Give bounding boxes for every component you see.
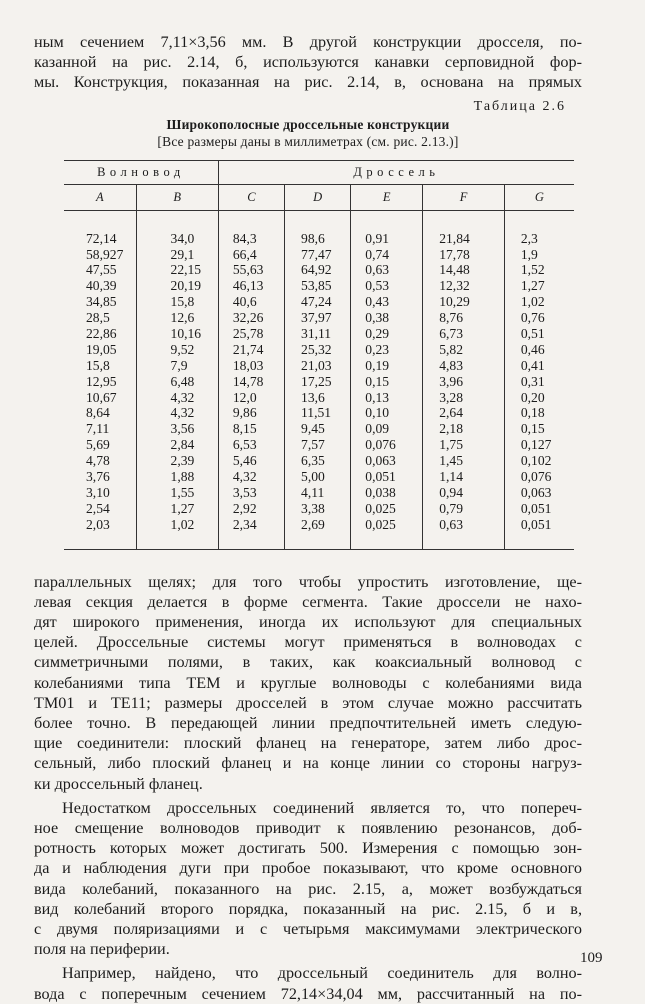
table-cell: 3,38 [301,500,325,516]
page-number: 109 [580,950,603,966]
column-header: F [423,184,505,210]
table-cell: 0,53 [365,278,390,294]
text-line: да и наблюдения дуги при пробое показывают, что кроме основного [34,859,582,878]
table-cell: 46,13 [232,278,264,294]
table-cell: 8,15 [232,421,257,437]
table-cell: 1,88 [170,468,195,484]
table-cell: 12,6 [170,310,195,326]
table-body-row [64,210,574,549]
table-cell: 12,0 [232,389,257,405]
table-cell: 0,076 [365,437,396,453]
table-cell: 58,927 [86,246,124,262]
table-cell: 2,03 [86,516,110,532]
table-cell: 7,11 [86,421,110,437]
text-line: более точно. В передающей линии предпочтительней иметь следую- [34,713,582,732]
table-cell: 17,78 [439,246,470,262]
table-cell: 0,127 [520,437,552,453]
table-cell: 6,35 [301,453,325,469]
table-cell: 28,5 [86,310,110,326]
table-cell: 22,86 [86,325,117,341]
text-line: вода с поперечным сечением 72,14×34,04 мм, рассчитанный на по- [34,984,582,1003]
table-cell: 3,53 [232,484,257,500]
text-line: вид колебаний второго порядка, показанный на рис. 2.15, б и в, [34,899,582,918]
table-cell: 0,10 [365,405,390,421]
table-cell: 15,8 [86,357,110,373]
table-cell: 0,18 [520,405,545,421]
table-cell: 1,14 [439,468,463,484]
table-cell: 11,51 [301,405,332,421]
paragraph-2 [34,572,582,794]
column-cells-b [136,210,218,549]
table-cell: 4,32 [170,389,195,405]
table-cell: 0,23 [365,341,390,357]
table-cell: 0,063 [520,484,552,500]
table-cell: 3,76 [86,468,110,484]
column-cells-g [504,210,574,549]
table-cell: 40,6 [232,294,257,310]
column-header: B [136,184,218,210]
table-cell: 12,95 [86,373,117,389]
table-cell: 84,3 [232,230,257,246]
table-cell: 25,78 [232,325,264,341]
table-cell: 0,20 [520,389,545,405]
group-header-waveguide: Волновод [64,160,218,184]
table-cell: 4,83 [439,357,463,373]
table-cell: 0,41 [520,357,545,373]
table-label: Таблица 2.6 [473,98,566,114]
column-cells-f [423,210,505,549]
column-headers [64,184,574,210]
table-cell: 1,52 [520,262,545,278]
table-cell: 29,1 [170,246,195,262]
column-header: E [351,184,423,210]
table-cell: 2,18 [439,421,463,437]
table-cell: 0,19 [365,357,390,373]
column-header: D [285,184,351,210]
table-cell: 0,076 [520,468,552,484]
table-cell: 8,64 [86,405,110,421]
table-cell: 0,94 [439,484,463,500]
text-line: колебаниями типа TEM и круглые волноводы с колебаниями вида [34,673,582,692]
table-cell: 0,051 [520,516,552,532]
table-cell: 19,05 [86,341,117,357]
table-cell: 47,55 [86,262,117,278]
table-cell: 10,67 [86,389,117,405]
table-cell: 10,29 [439,294,470,310]
text-line: мы. Конструкция, показанная на рис. 2.14, в, основана на прямых [34,73,582,92]
table-cell: 22,15 [170,262,202,278]
table-cell: 0,15 [520,421,545,437]
table-cell: 0,79 [439,500,463,516]
table-cell: 5,82 [439,341,463,357]
table-cell: 1,75 [439,437,463,453]
text-line: ным сечением 7,11×3,56 мм. В другой конструкции дросселя, по- [34,33,582,51]
table-cell: 0,38 [365,310,390,326]
column-cells-d [285,210,351,549]
table-cell: 1,55 [170,484,195,500]
table-cell: 0,31 [520,373,545,389]
table-cell: 2,34 [232,516,257,532]
table-cell: 0,63 [365,262,390,278]
table-cell: 4,78 [86,453,110,469]
table-cell: 55,63 [232,262,264,278]
table-cell: 77,47 [301,246,332,262]
table-cell: 17,25 [301,373,332,389]
column-header: G [504,184,574,210]
table-cell: 4,32 [170,405,195,421]
table-cell: 5,69 [86,437,110,453]
table-cell: 9,86 [232,405,257,421]
table-cell: 7,57 [301,437,325,453]
table-cell: 0,025 [365,516,396,532]
table-cell: 6,48 [170,373,195,389]
table-cell: 6,73 [439,325,463,341]
table-cell: 1,45 [439,453,463,469]
table-cell: 0,051 [365,468,396,484]
table-cell: 0,63 [439,516,463,532]
table-cell: 13,6 [301,389,325,405]
table-cell: 0,102 [520,453,552,469]
table-cell: 21,84 [439,230,470,246]
text-line: вида колебаний, показанного на рис. 2.15, а, может возбуждаться [34,879,582,898]
table-cell: 66,4 [232,246,257,262]
table-cell: 10,16 [170,325,202,341]
text-line: симметричными полями, в таких, как коаксиальный волновод с [34,653,582,672]
text-line: параллельных щелях; для того чтобы упростить изготовление, ще- [34,572,582,591]
table-cell: 20,19 [170,278,202,294]
text-line: Например, найдено, что дроссельный соединитель для волно- [62,964,582,983]
table-cell: 1,02 [520,294,545,310]
table-cell: 40,39 [86,278,117,294]
table-cell: 12,32 [439,278,470,294]
table-cell: 98,6 [301,230,325,246]
table-title: Широкополосные дроссельные конструкции [166,116,450,132]
table-cell: 3,56 [170,421,195,437]
table-cell: 1,27 [520,278,545,294]
text-line: дят широкого применения, иногда их используют для специальных [34,612,582,631]
table-cell: 5,00 [301,468,325,484]
table-cell: 64,92 [301,262,332,278]
table-cell: 0,09 [365,421,390,437]
table-cell: 15,8 [170,294,195,310]
table-cell: 0,15 [365,373,390,389]
table-cell: 0,43 [365,294,390,310]
table-cell: 0,025 [365,500,396,516]
column-cells-a [64,210,136,549]
text-line: левая секция делается в форме сегмента. Такие дроссели не нахо- [34,592,582,611]
table-cell: 18,03 [232,357,264,373]
table-cell: 0,063 [365,453,396,469]
page-content [34,32,582,1004]
table-cell: 3,10 [86,484,110,500]
table-cell: 21,74 [232,341,264,357]
table-cell: 7,9 [170,357,188,373]
table-cell: 2,54 [86,500,110,516]
table-cell: 2,3 [520,230,538,246]
table-cell: 2,92 [232,500,257,516]
table-cell: 0,038 [365,484,396,500]
table-cell: 14,48 [439,262,470,278]
column-header: A [64,184,136,210]
text-line: TM01 и TE11; размеры дросселей в этом случае можно рассчитать [34,693,582,712]
table-cell: 2,84 [170,437,195,453]
table-cell: 0,29 [365,325,390,341]
table-cell: 31,11 [301,325,332,341]
text-line: целей. Дроссельные системы могут применяться в волноводах с [34,633,582,652]
text-line: ки дроссельный фланец. [34,774,203,793]
column-cells-e [351,210,423,549]
table-cell: 0,46 [520,341,545,357]
table-cell: 37,97 [301,310,332,326]
table-cell: 0,051 [520,500,552,516]
table-subtitle: [Все размеры даны в миллиметрах (см. рис. 2.13.)] [157,133,459,149]
text-line: поля на периферии. [34,940,170,959]
table-cell: 0,74 [365,246,390,262]
table-cell: 6,53 [232,437,257,453]
table-cell: 0,76 [520,310,545,326]
table-cell: 21,03 [301,357,332,373]
table-cell: 34,0 [170,230,195,246]
text-line: Недостатком дроссельных соединений является то, что попереч- [62,798,582,817]
table-cell: 32,26 [232,310,264,326]
top-paragraph [34,32,582,93]
column-cells-c [218,210,284,549]
text-line: ротность которых может достигать 500. Измерения с помощью зон- [34,839,582,858]
table-cell: 9,52 [170,341,195,357]
table-cell: 0,51 [520,325,545,341]
table-cell: 47,24 [301,294,332,310]
text-line: с двумя поляризациями и с четырьмя максимумами электрического [34,919,582,938]
table-cell: 1,9 [520,246,538,262]
table-cell: 2,39 [170,453,195,469]
table-cell: 53,85 [301,278,332,294]
data-table [64,160,574,550]
table-cell: 0,91 [365,230,390,246]
table-cell: 9,45 [301,421,325,437]
table-cell: 4,11 [301,484,325,500]
text-line: сельный, либо плоский фланец и на конце линии со стороны нагруз- [34,754,582,773]
paragraph-3 [34,798,582,960]
table-cell: 2,69 [301,516,325,532]
paragraph-4 [34,963,582,1003]
table-cell: 4,32 [232,468,257,484]
table-cell: 1,27 [170,500,195,516]
table-cell: 3,96 [439,373,463,389]
table-cell: 0,13 [365,389,390,405]
group-header-choke: Дроссель [218,160,574,184]
text-line: щие соединители: плоский фланец на генераторе, затем либо дрос- [34,734,582,753]
table-cell: 72,14 [86,230,117,246]
table-cell: 3,28 [439,389,463,405]
table-cell: 5,46 [232,453,257,469]
table-cell: 14,78 [232,373,264,389]
table-cell: 8,76 [439,310,463,326]
text-line: ное смещение волноводов приводит к появлению резонансов, доб- [34,818,582,837]
text-line: казанной на рис. 2.14, б, используются канавки серповидной фор- [34,53,582,72]
column-header: C [218,184,284,210]
table-cell: 2,64 [439,405,463,421]
table-cell: 34,85 [86,294,117,310]
table-cell: 25,32 [301,341,332,357]
table-cell: 1,02 [170,516,195,532]
